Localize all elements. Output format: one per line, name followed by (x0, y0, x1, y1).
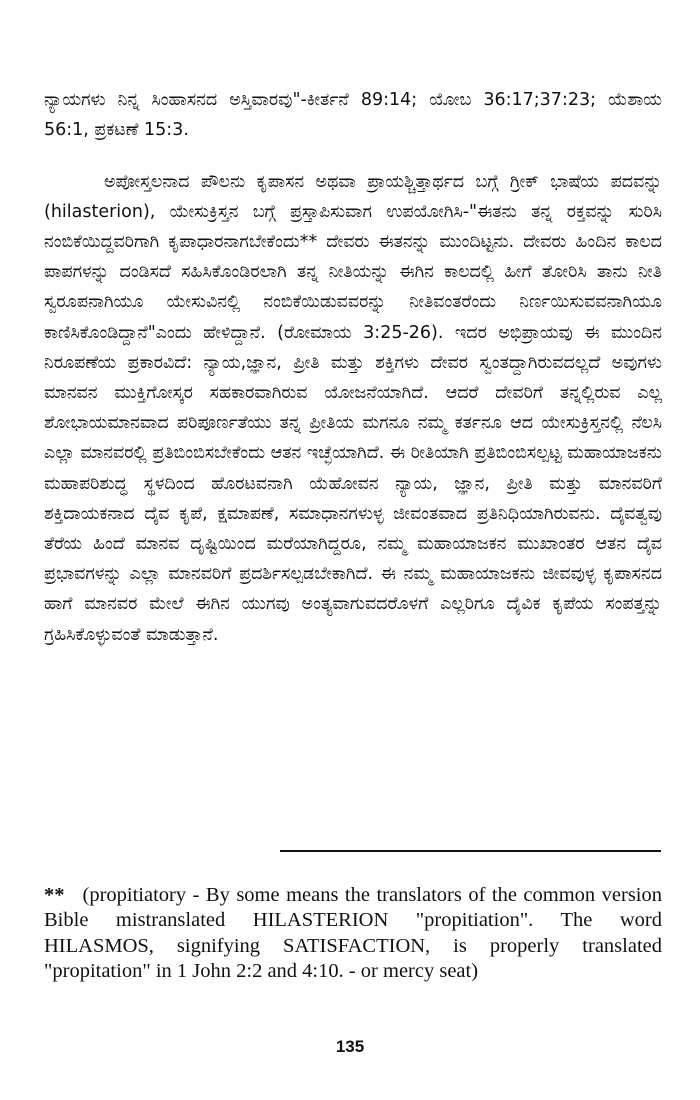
footnote-separator-rule (280, 850, 661, 852)
continued-paragraph: ನ್ಯಾಯಗಳು ನಿನ್ನ ಸಿಂಹಾಸನದ ಅಸ್ತಿವಾರವು"-ಕೀರ್ತನೆ 89:14; ಯೋಬ 36:17;37:23; ಯೆಶಾಯ 56:1, ಪ್ರಕಟಣೆ 15:3. (44, 89, 662, 140)
footnote-text: (propitiatory - By some means the translators of the common version Bible mistranslated HILASTERION "propitiation". The word HILASMOS, signifying SATISFACTION, is properly translated "propitation" in 1 John 2:2 and 4:10. - or mercy seat) (44, 883, 662, 982)
page-number: 135 (335, 1037, 365, 1056)
main-paragraph: ಅಪೋಸ್ತಲನಾದ ಪೌಲನು ಕೃಪಾಸನ ಅಥವಾ ಪ್ರಾಯಶ್ಚಿತ್ತಾರ್ಥದ ಬಗ್ಗೆ ಗ್ರೀಕ್ ಭಾಷೆಯ ಪದವನ್ನು (hilasterion), ಯೇಸುಕ್ರಿಸ್ತನ ಬಗ್ಗೆ ಪ್ರಸ್ತಾಪಿಸುವಾಗ ಉಪಯೋಗಿಸಿ-"ಈತನು ತನ್ನ ರಕ್ತವನ್ನು ಸುರಿಸಿ ನಂಬಿಕೆಯಿದ್ದವರಿಗಾಗಿ ಕೃಪಾಧಾರನಾಗಬೇಕೆಂದು** ದೇವರು ಈತನನ್ನು ಮುಂದಿಟ್ಟನು. ದೇವರು ಹಿಂದಿನ ಕಾಲದ ಪಾಪಗಳನ್ನು ದಂಡಿಸದೆ ಸಹಿಸಿಕೊಂಡಿರಲಾಗಿ ತನ್ನ ನೀತಿಯನ್ನು ಈಗಿನ ಕಾಲದಲ್ಲಿ ಹೀಗೆ ತೋರಿಸಿ ತಾನು ನೀತಿ ಸ್ವರೂಪನಾಗಿಯೂ ಯೇಸುವಿನಲ್ಲಿ ನಂಬಿಕೆಯಿಡುವವರನ್ನು ನೀತಿವಂತರೆಂದು ನಿರ್ಣಯಿಸುವವನಾಗಿಯೂ ಕಾಣಿಸಿಕೊಂಡಿದ್ದಾನೆ"ಎಂದು ಹೇಳಿದ್ದಾನೆ. (ರೋಮಾಯ 3:25-26). ಇದರ ಅಭಿಪ್ರಾಯವು ಈ ಮುಂದಿನ ನಿರೂಪಣೆಯ ಪ್ರಕಾರವಿದೆ: ನ್ಯಾಯ,ಜ್ಞಾನ, ಪ್ರೀತಿ ಮತ್ತು ಶಕ್ತಿಗಳು ದೇವರ ಸ್ವಂತದ್ದಾಗಿರುವದಲ್ಲದೆ ಅವುಗಳು ಮಾನವನ ಮುಕ್ತಿಗೋಸ್ಕರ ಸಹಕಾರವಾಗಿರುವ ಯೋಜನೆಯಾಗಿದೆ. ಆದರೆ ದೇವರಿಗೆ ತನ್ನಲ್ಲಿರುವ ಎಲ್ಲ ಶೋಭಾಯಮಾನವಾದ ಪರಿಪೂರ್ಣತೆಯು ತನ್ನ ಪ್ರೀತಿಯ ಮಗನೂ ನಮ್ಮ ಕರ್ತನೂ ಆದ ಯೇಸುಕ್ರಿಸ್ತನಲ್ಲಿ ನೆಲಸಿ ಎಲ್ಲಾ ಮಾನವರಲ್ಲಿ ಪ್ರತಿಬಿಂಬಿಸಬೇಕೆಂದು ಆತನ ಇಚ್ಛೆಯಾಗಿದೆ. ಈ ರೀತಿಯಾಗಿ ಪ್ರತಿಬಿಂಬಿಸಲ್ಪಟ್ಟ ಮಹಾಯಾಜಕನು ಮಹಾಪರಿಶುದ್ಧ ಸ್ಥಳದಿಂದ ಹೊರಟವನಾಗಿ ಯೆಹೋವನ ನ್ಯಾಯ, ಜ್ಞಾನ, ಪ್ರೀತಿ ಮತ್ತು ಮಾನವರಿಗೆ ಶಕ್ತಿದಾಯಕನಾದ ದೈವ ಕೃಪೆ, ಕ್ಷಮಾಪಣೆ, ಸಮಾಧಾನಗಳುಳ್ಳ ಜೀವಂತವಾದ ಪ್ರತಿನಿಧಿಯಾಗಿರುವನು. ದೈವತ್ವವು ತೆರೆಯ ಹಿಂದೆ ಮಾನವ ದೃಷ್ಟಿಯಿಂದ ಮರೆಯಾಗಿದ್ದರೂ, ನಮ್ಮ ಮಹಾಯಾಜಕನ ಮುಖಾಂತರ ಆತನ ದೈವ ಪ್ರಭಾವಗಳನ್ನು ಎಲ್ಲಾ ಮಾನವರಿಗೆ ಪ್ರದರ್ಶಿಸಲ್ಪಡಬೇಕಾಗಿದೆ. ಈ ನಮ್ಮ ಮಹಾಯಾಜಕನು ಜೀವವುಳ್ಳ ಕೃಪಾಸನದ ಹಾಗೆ ಮಾನವರ ಮೇಲೆ ಈಗಿನ ಯುಗವು ಅಂತ್ಯವಾಗುವದರೊಳಗೆ ಎಲ್ಲರಿಗೂ ದೈವಿಕ ಕೃಪೆಯ ಸಂಪತ್ತನ್ನು ಗ್ರಹಿಸಿಕೊಳ್ಳುವಂತೆ ಮಾಡುತ್ತಾನೆ. (44, 171, 662, 645)
footnote (44, 883, 662, 985)
footnote-marker: ** (44, 883, 65, 906)
